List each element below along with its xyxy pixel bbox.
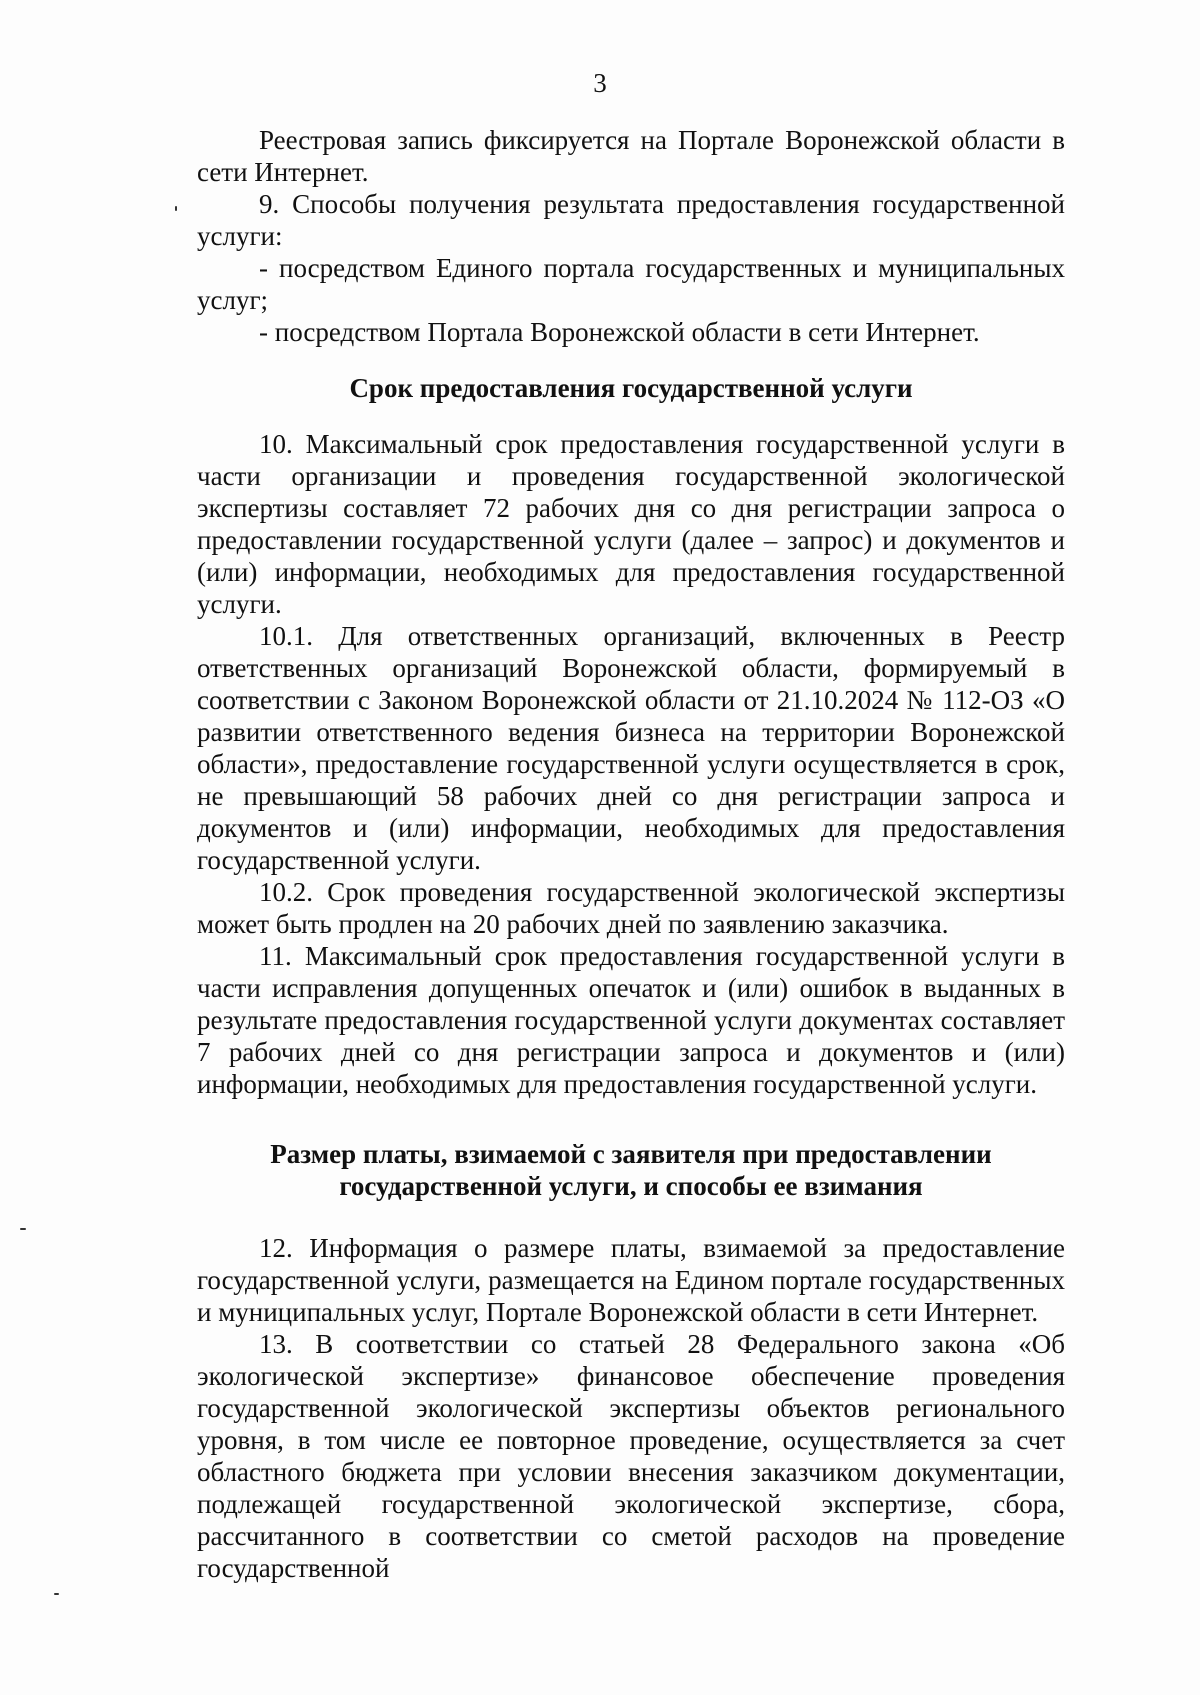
scan-speck <box>54 1593 59 1595</box>
section-fee-body <box>197 1232 1065 1584</box>
paragraph-registry-record: Реестровая запись фиксируется на Портале Воронежской области в сети Интернет. <box>197 125 1065 187</box>
document-body <box>197 124 1065 1584</box>
paragraph-9-item-unified-portal: - посредством Единого портала государственных и муниципальных услуг; <box>197 253 1065 315</box>
section-heading-fee <box>197 1138 1065 1202</box>
page-number: 3 <box>593 68 607 98</box>
paragraph-9-item-regional-portal: - посредством Портала Воронежской области в сети Интернет. <box>259 317 980 347</box>
scan-speck <box>20 1228 26 1230</box>
section-heading-fee-line2: государственной услуги, и способы ее взимания <box>339 1171 923 1201</box>
paragraph-12: 12. Информация о размере платы, взимаемой за предоставление государственной услуги, размещается на Едином портале государственных и муниципальных услуг, Портале Воронежской области в сети Интернет. <box>197 1233 1065 1327</box>
paragraph-9-methods: 9. Способы получения результата предоставления государственной услуги: <box>197 189 1065 251</box>
paragraph-11: 11. Максимальный срок предоставления государственной услуги в части исправления допущенных опечаток и (или) ошибок в выданных в результате предоставления государственной услуги документах составляет 7 рабочих дней со дня регистрации запроса и документов и (или) информации, необходимых для предоставления государственной услуги. <box>197 941 1065 1099</box>
scan-speck <box>175 206 177 211</box>
section-heading-fee-line1: Размер платы, взимаемой с заявителя при предоставлении <box>270 1139 992 1169</box>
paragraph-13: 13. В соответствии со статьей 28 Федерального закона «Об экологической экспертизе» финансовое обеспечение проведения государственной экологической экспертизы объектов регионального уровня, в том числе ее повторное проведение, осуществляется за счет областного бюджета при условии внесения заказчиком документации, подлежащей государственной экологической экспертизе, сбора, рассчитанного в соответствии со сметой расходов на проведение государственной <box>197 1329 1065 1583</box>
paragraph-10-2: 10.2. Срок проведения государственной экологической экспертизы может быть продлен на 20 рабочих дней по заявлению заказчика. <box>197 877 1065 939</box>
paragraph-10-1: 10.1. Для ответственных организаций, включенных в Реестр ответственных организаций Воронежской области, формируемый в соответствии с Законом Воронежской области от 21.10.2024 № 112-ОЗ «О развитии ответственного ведения бизнеса на территории Воронежской области», предоставление государственной услуги осуществляется в срок, не превышающий 58 рабочих дней со дня регистрации запроса и документов и (или) информации, необходимых для предоставления государственной услуги. <box>197 621 1065 875</box>
paragraph-10: 10. Максимальный срок предоставления государственной услуги в части организации и проведения государственной экологической экспертизы составляет 72 рабочих дня со дня регистрации запроса о предоставлении государственной услуги (далее – запрос) и документов и (или) информации, необходимых для предоставления государственной услуги. <box>197 429 1065 619</box>
section-heading-term: Срок предоставления государственной услуги <box>349 373 913 403</box>
section-term-body <box>197 428 1065 1100</box>
